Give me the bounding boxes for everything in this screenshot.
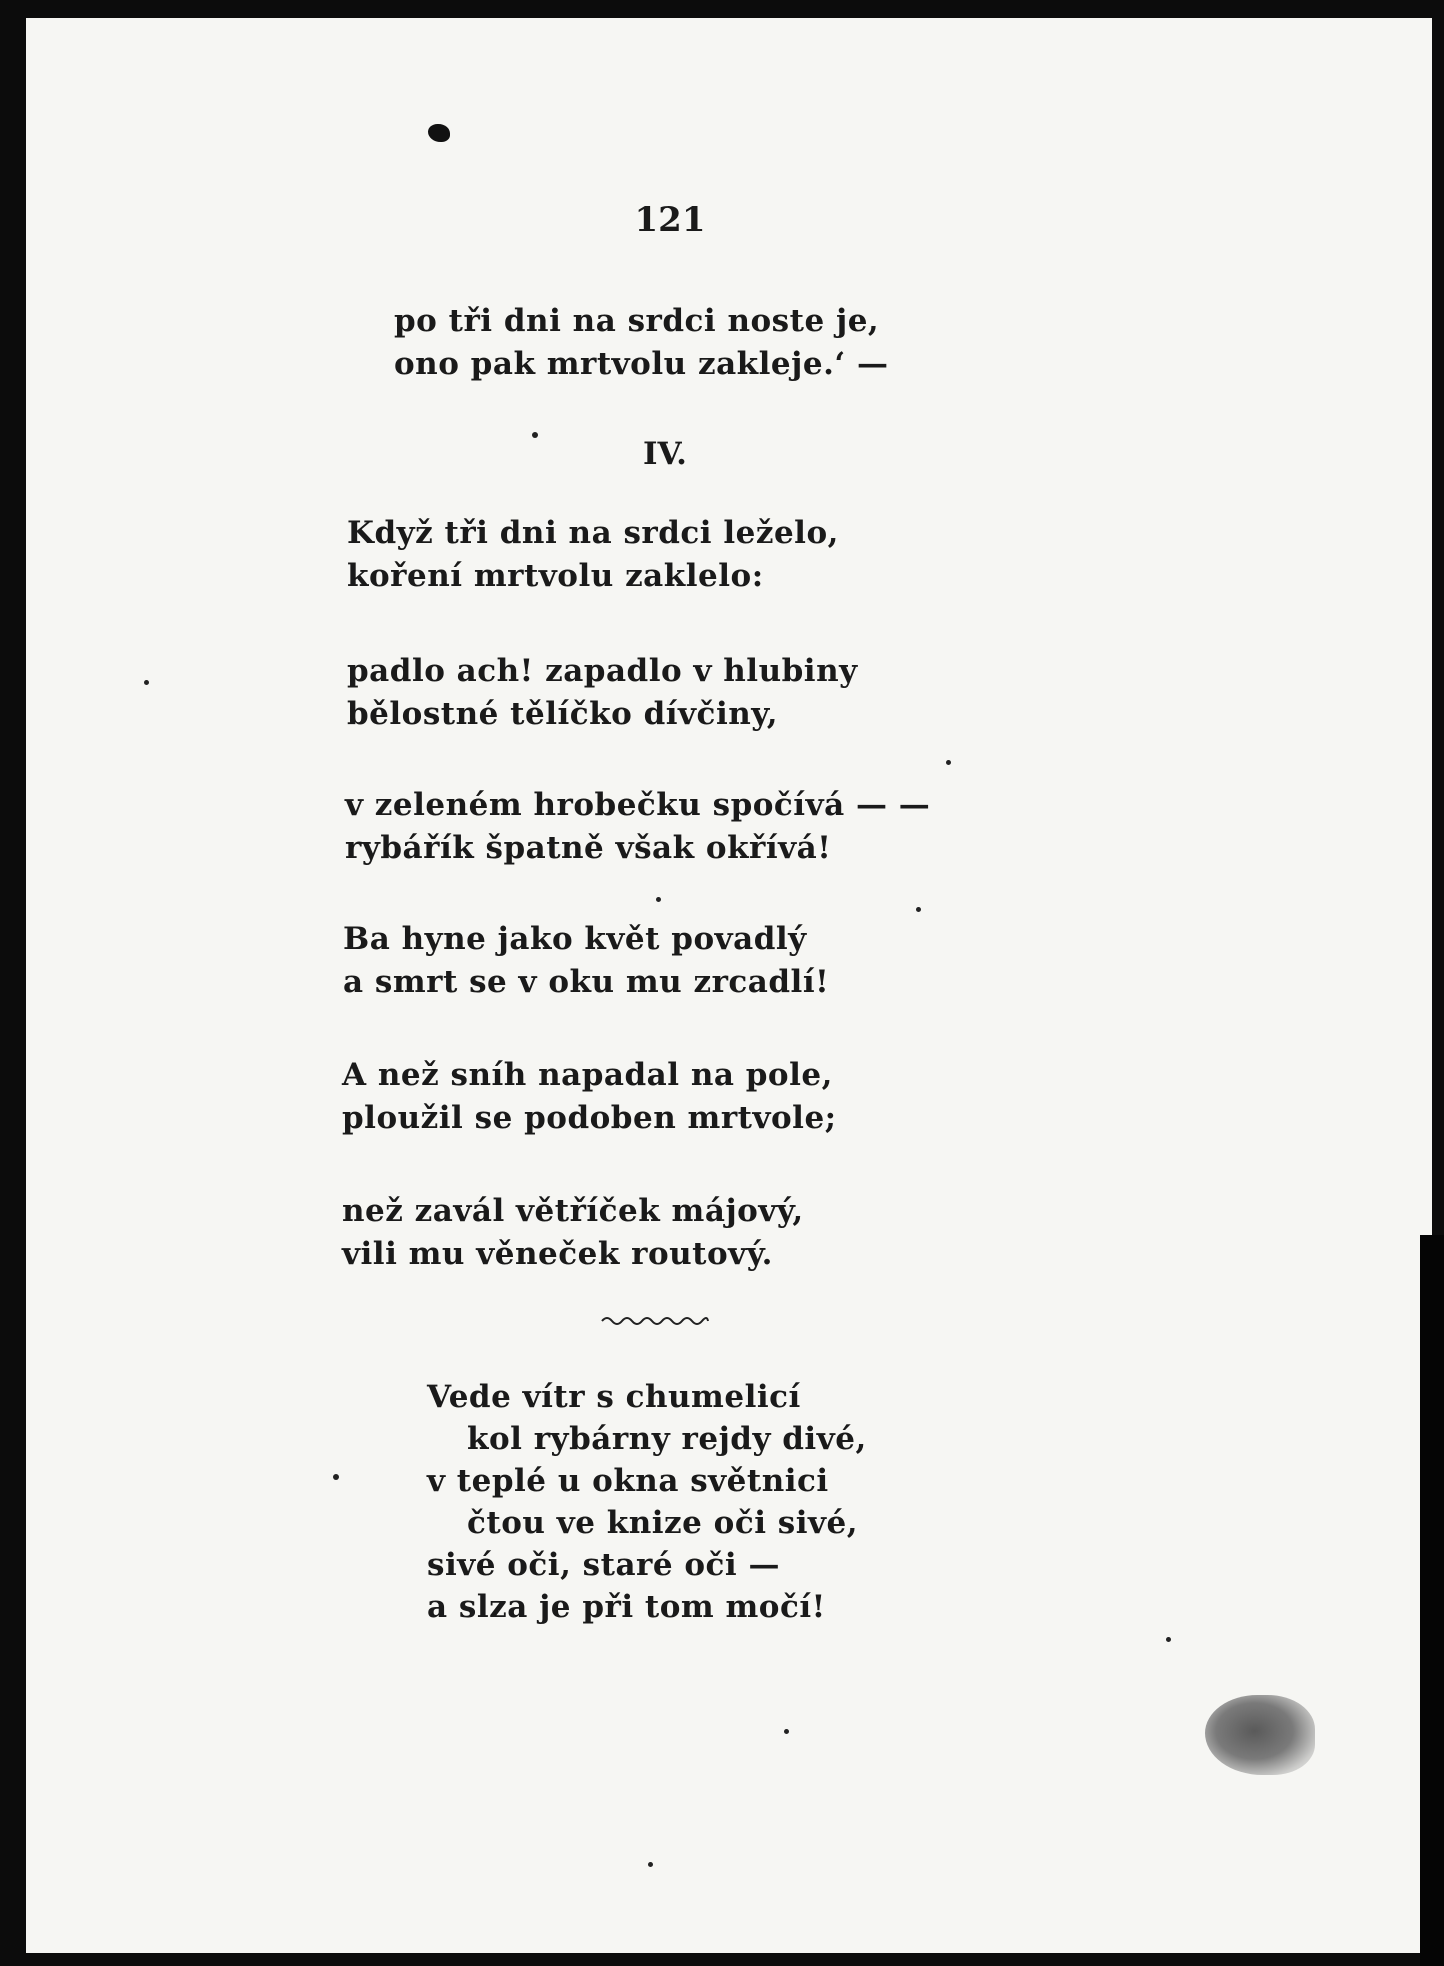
verse-line: po tři dni na srdci noste je, (394, 303, 880, 339)
ink-speck (1166, 1637, 1171, 1642)
verse-line: kol rybárny rejdy divé, (467, 1421, 867, 1457)
ink-speck (333, 1474, 339, 1480)
ink-speck (532, 432, 538, 438)
stanza-4 (343, 918, 829, 1004)
verse-line: Vede vítr s chumelicí (427, 1379, 801, 1415)
verse-line: a smrt se v oku mu zrcadlí! (343, 964, 830, 1000)
stanza-3 (345, 784, 930, 870)
verse-line: a slza je při tom močí! (427, 1589, 826, 1625)
verse-line: v zeleném hrobečku spočívá — — (345, 787, 931, 823)
ink-speck (656, 897, 661, 902)
verse-line: rybářík špatně však okřívá! (345, 830, 832, 866)
verse-line: bělostné tělíčko dívčiny, (347, 696, 779, 732)
scan-smudge (1205, 1695, 1315, 1775)
ink-speck (946, 760, 951, 765)
section-heading: IV. (643, 436, 687, 472)
ink-blot (428, 124, 450, 142)
stanza-top (394, 300, 888, 386)
verse-line: A než sníh napadal na pole, (342, 1057, 833, 1093)
ink-speck (916, 907, 921, 912)
verse-line: sivé oči, staré oči — (427, 1547, 780, 1583)
page-number: 121 (634, 200, 706, 240)
verse-line: koření mrtvolu zaklelo: (347, 558, 764, 594)
verse-line: v teplé u okna světnici (427, 1463, 829, 1499)
stanza-5 (342, 1054, 837, 1140)
verse-line: Ba hyne jako květ povadlý (343, 921, 807, 957)
ink-speck (784, 1729, 789, 1734)
verse-line: Když tři dni na srdci leželo, (347, 515, 839, 551)
ink-speck (144, 680, 149, 685)
stanza-1 (347, 512, 839, 598)
stanza-6 (342, 1190, 804, 1276)
verse-line: než zavál větříček májový, (342, 1193, 804, 1229)
verse-line: vili mu věneček routový. (342, 1236, 773, 1272)
verse-line: čtou ve knize oči sivé, (467, 1505, 859, 1541)
ornamental-divider (600, 1314, 710, 1328)
verse-line: padlo ach! zapadlo v hlubiny (347, 653, 858, 689)
stanza-2 (347, 650, 858, 736)
stanza-final (427, 1376, 867, 1628)
verse-line: ono pak mrtvolu zakleje.‘ — (394, 346, 889, 382)
verse-line: ploužil se podoben mrtvole; (342, 1100, 837, 1136)
ink-speck (648, 1862, 653, 1867)
scan-edge-shadow (1420, 1235, 1444, 1966)
